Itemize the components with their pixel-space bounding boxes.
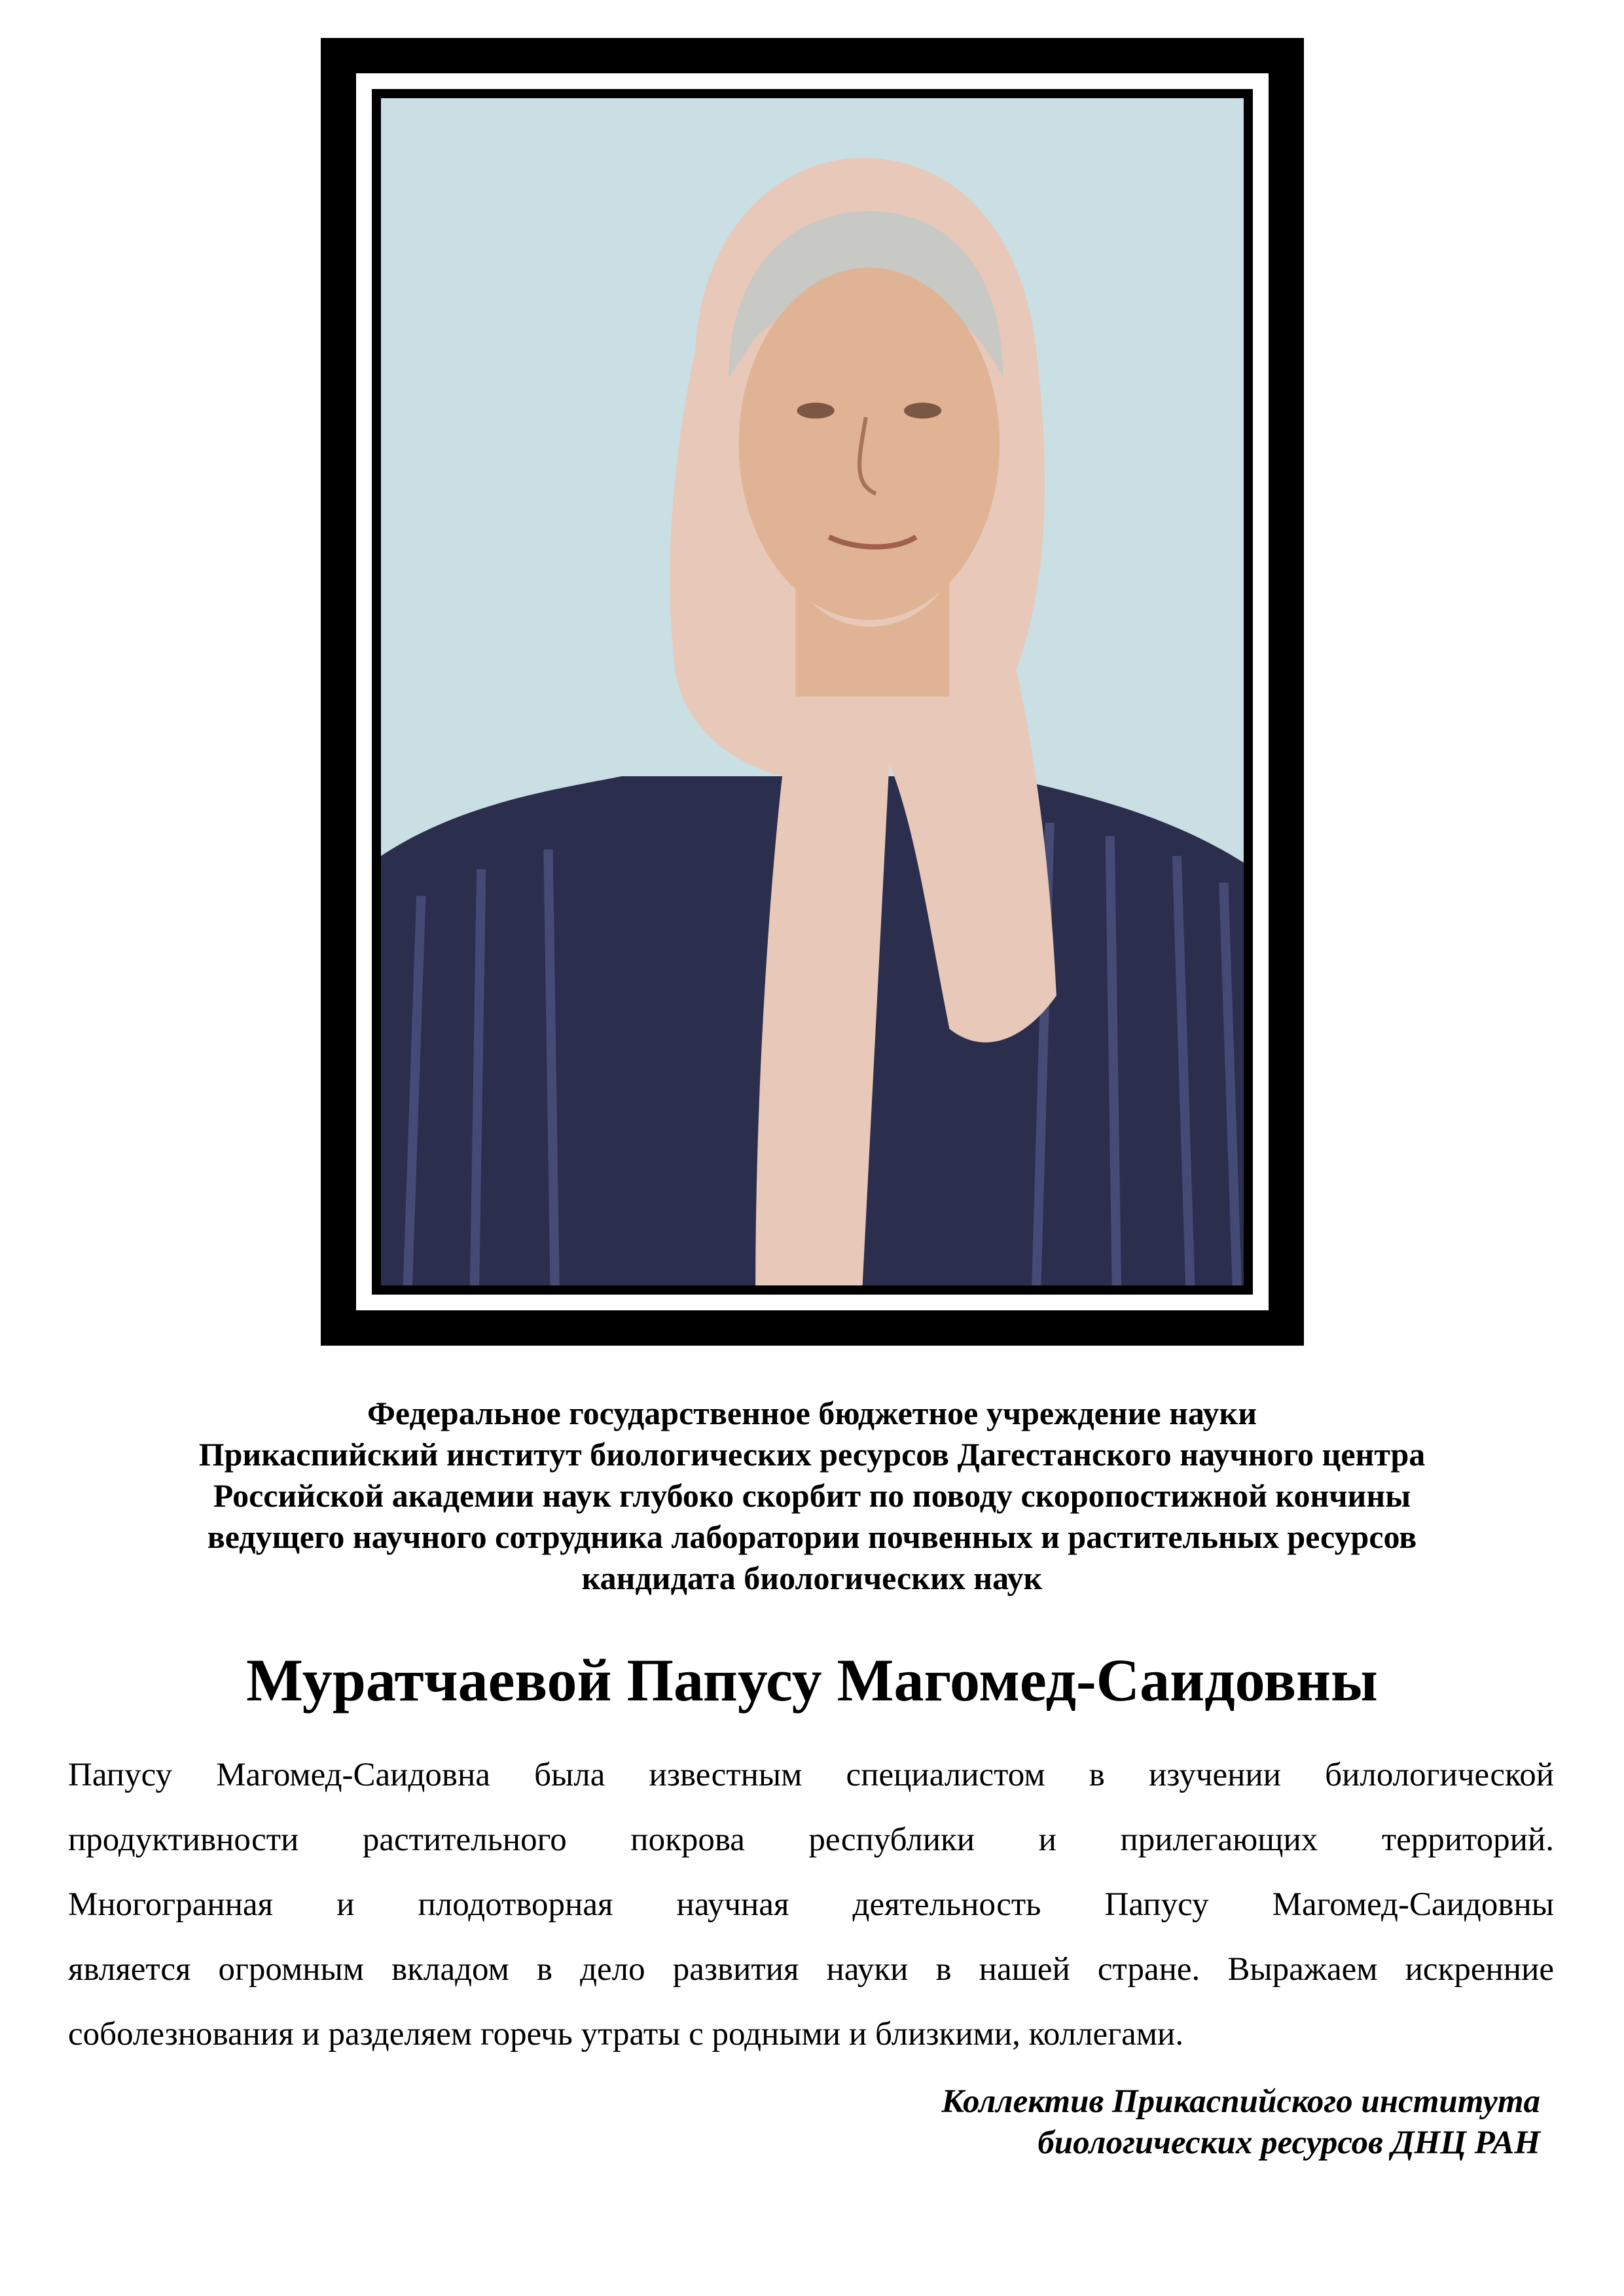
person-name: Муратчаевой Папусу Магомед-Саидовны [246,1647,1378,1713]
tribute-line: продуктивности растительного покрова республики и прилегающих территорий. [68,1821,1554,1858]
signature-line: биологических ресурсов ДНЦ РАН [1038,2125,1540,2161]
announcement-line: Прикаспийский институт биологических ресурсов Дагестанского научного центра [198,1436,1426,1473]
tribute-line: соболезнования и разделяем горечь утраты с родными и близкими, коллегами. [68,2016,1184,2053]
tribute-line: является огромным вкладом в дело развития науки в нашей стране. Выражаем искренние [68,1951,1554,1988]
announcement-text [79,1393,1545,1599]
tribute-line: Папусу Магомед-Саидовна была известным специалистом в изучении билологической [68,1757,1554,1793]
frame-white-border [356,73,1269,1310]
portrait-illustration [381,98,1244,1285]
tribute-line: Многогранная и плодотворная научная деятельность Папусу Магомед-Саидовны [68,1886,1554,1923]
announcement-line: Российской академии наук глубоко скорбит по поводу скоропостижной кончины [213,1477,1411,1514]
tribute-paragraph [68,1743,1554,2067]
portrait-photo [381,98,1244,1285]
mourning-frame [321,38,1304,1346]
signature [493,2081,1540,2164]
frame-inner-border [372,89,1253,1295]
announcement-line: кандидата биологических наук [581,1560,1043,1596]
announcement-line: ведущего научного сотрудника лаборатории почвенных и растительных ресурсов [207,1518,1417,1555]
announcement-line: Федеральное государственное бюджетное учреждение науки [367,1395,1257,1431]
portrait-face [739,268,1000,620]
signature-line: Коллектив Прикаспийского института [941,2083,1540,2120]
